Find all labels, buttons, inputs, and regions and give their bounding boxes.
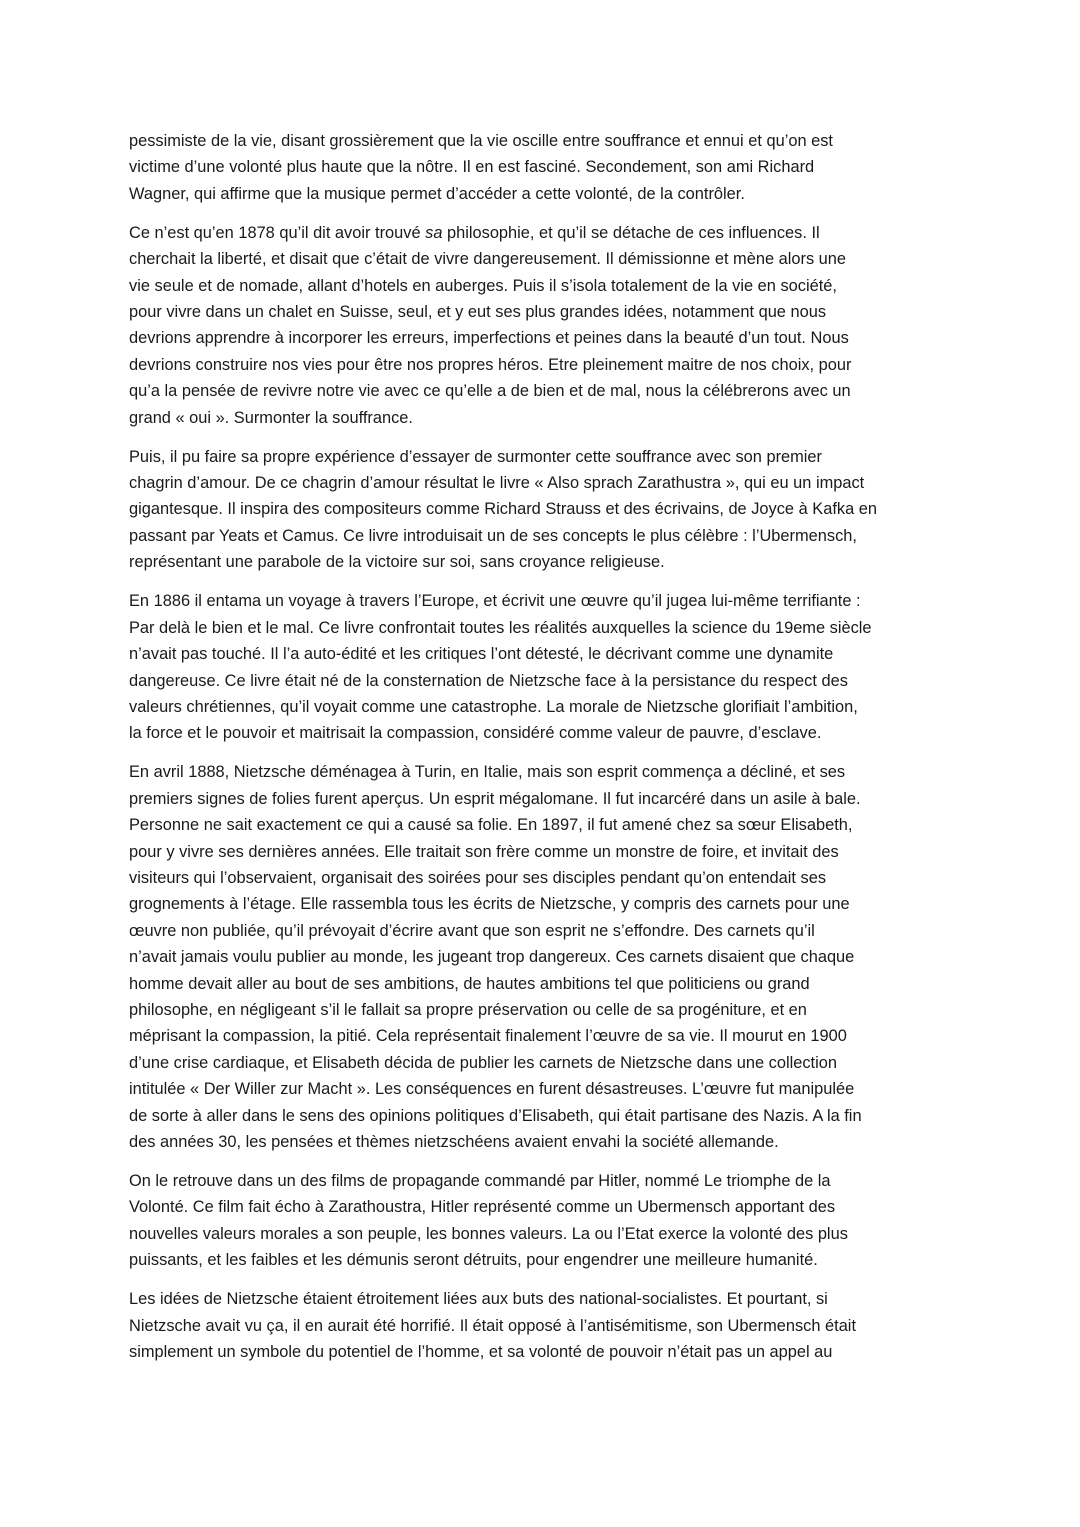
line: chagrin d’amour. De ce chagrin d’amour résultat le livre « Also sprach Zarathustra », qui eu un impact xyxy=(129,474,865,493)
line: la force et le pouvoir et maitrisait la compassion, considéré comme valeur de pauvre, d’esclave. xyxy=(129,724,822,743)
paragraph-4 xyxy=(129,588,961,746)
line: Les idées de Nietzsche étaient étroitement liées aux buts des national-socialistes. Et pourtant, si xyxy=(129,1290,828,1309)
document-page xyxy=(129,128,961,1378)
line: pour y vivre ses dernières années. Elle traitait son frère comme un monstre de foire, et invitait des xyxy=(129,842,839,861)
paragraph-3 xyxy=(129,444,961,576)
emphasis-sa: sa xyxy=(425,223,443,242)
line: Personne ne sait exactement ce qui a causé sa folie. En 1897, il fut amené chez sa sœur Elisabeth, xyxy=(129,816,853,835)
line: dangereuse. Ce livre était né de la consternation de Nietzsche face à la persistance du respect des xyxy=(129,671,848,690)
line: grognements à l’étage. Elle rassembla tous les écrits de Nietzsche, y compris des carnets pour une xyxy=(129,895,850,914)
line: n’avait pas touché. Il l’a auto-édité et les critiques l’ont détesté, le décrivant comme une dynamite xyxy=(129,645,834,664)
line: homme devait aller au bout de ses ambitions, de hautes ambitions tel que politiciens ou grand xyxy=(129,974,810,993)
line: valeurs chrétiennes, qu’il voyait comme une catastrophe. La morale de Nietzsche glorifiait l’ambition, xyxy=(129,697,858,716)
line: œuvre non publiée, qu’il prévoyait d’écrire avant que son esprit ne s’effondre. Des carnets qu’il xyxy=(129,921,815,940)
line: Nietzsche avait vu ça, il en aurait été horrifié. Il était opposé à l’antisémitisme, son Ubermensch était xyxy=(129,1316,856,1335)
line: cherchait la liberté, et disait que c’était de vivre dangereusement. Il démissionne et mène alors une xyxy=(129,250,847,269)
line-end: philosophie, et qu’il se détache de ces influences. Il xyxy=(442,223,820,242)
line: des années 30, les pensées et thèmes nietzschéens avaient envahi la société allemande. xyxy=(129,1133,779,1151)
line: Par delà le bien et le mal. Ce livre confrontait toutes les réalités auxquelles la science du 19eme siècle xyxy=(129,618,872,637)
line: visiteurs qui l’observaient, organisait des soirées pour ses disciples pendant qu’on entendait ses xyxy=(129,868,827,887)
line: pour vivre dans un chalet en Suisse, seul, et y eut ses plus grandes idées, notamment que nous xyxy=(129,303,827,322)
paragraph-1 xyxy=(129,128,961,207)
line: méprisant la compassion, la pitié. Cela représentait finalement l’œuvre de sa vie. Il mourut en 1900 xyxy=(129,1027,847,1046)
line: intitulée « Der Willer zur Macht ». Les conséquences en furent désastreuses. L’œuvre fut manipulée xyxy=(129,1080,855,1099)
line: qu’a la pensée de revivre notre vie avec ce qu’elle a de bien et de mal, nous la célébrerons avec un xyxy=(129,382,851,401)
line: grand « oui ». Surmonter la souffrance. xyxy=(129,408,413,427)
line: n’avait jamais voulu publier au monde, les jugeant trop dangereux. Ces carnets disaient que chaque xyxy=(129,948,855,967)
line-start: Ce n’est qu’en 1878 qu’il dit avoir trouvé xyxy=(129,223,426,242)
paragraph-5 xyxy=(129,759,961,1155)
line: simplement un symbole du potentiel de l’homme, et sa volonté de pouvoir n’était pas un appel au xyxy=(129,1343,833,1362)
line: de sorte à aller dans le sens des opinions politiques d’Elisabeth, qui était partisane des Nazis. A la fin xyxy=(129,1106,862,1125)
line: puissants, et les faibles et les démunis seront détruits, pour engendrer une meilleure humanité. xyxy=(129,1251,818,1270)
paragraph-6 xyxy=(129,1168,961,1274)
line: vie seule et de nomade, allant d’hotels en auberges. Puis il s’isola totalement de la vie en société, xyxy=(129,276,837,295)
line: Puis, il pu faire sa propre expérience d’essayer de surmonter cette souffrance avec son premier xyxy=(129,447,823,466)
line: premiers signes de folies furent aperçus. Un esprit mégalomane. Il fut incarcéré dans un asile à bale. xyxy=(129,789,861,808)
line: gigantesque. Il inspira des compositeurs comme Richard Strauss et des écrivains, de Joyce à Kafka en xyxy=(129,500,877,519)
line: victime d’une volonté plus haute que la nôtre. Il en est fasciné. Secondement, son ami Richard xyxy=(129,158,815,177)
line: pessimiste de la vie, disant grossièrement que la vie oscille entre souffrance et ennui et qu’on est xyxy=(129,132,833,150)
line: En avril 1888, Nietzsche déménagea à Turin, en Italie, mais son esprit commença a décliné, et ses xyxy=(129,763,846,782)
line: nouvelles valeurs morales a son peuple, les bonnes valeurs. La ou l’Etat exerce la volonté des plus xyxy=(129,1224,848,1243)
line: d’une crise cardiaque, et Elisabeth décida de publier les carnets de Nietzsche dans une collection xyxy=(129,1053,837,1072)
line: devrions construire nos vies pour être nos propres héros. Etre pleinement maitre de nos choix, pour xyxy=(129,355,852,374)
line: devrions apprendre à incorporer les erreurs, imperfections et peines dans la beauté d’un tout. Nous xyxy=(129,329,849,348)
paragraph-7 xyxy=(129,1286,961,1365)
line: philosophe, en négligeant s’il le fallait sa propre préservation ou celle de sa progéniture, et en xyxy=(129,1000,807,1019)
line: passant par Yeats et Camus. Ce livre introduisait un de ses concepts le plus célèbre : l’Ubermensch, xyxy=(129,526,857,545)
paragraph-2 xyxy=(129,220,961,431)
line: représentant une parabole de la victoire sur soi, sans croyance religieuse. xyxy=(129,553,665,572)
line: Volonté. Ce film fait écho à Zarathoustra, Hitler représenté comme un Ubermensch apportant des xyxy=(129,1198,836,1217)
line: On le retrouve dans un des films de propagande commandé par Hitler, nommé Le triomphe de la xyxy=(129,1172,831,1190)
line: En 1886 il entama un voyage à travers l’Europe, et écrivit une œuvre qu’il jugea lui-même terrifiante : xyxy=(129,592,861,611)
line: Wagner, qui affirme que la musique permet d’accéder a cette volonté, de la contrôler. xyxy=(129,184,745,203)
